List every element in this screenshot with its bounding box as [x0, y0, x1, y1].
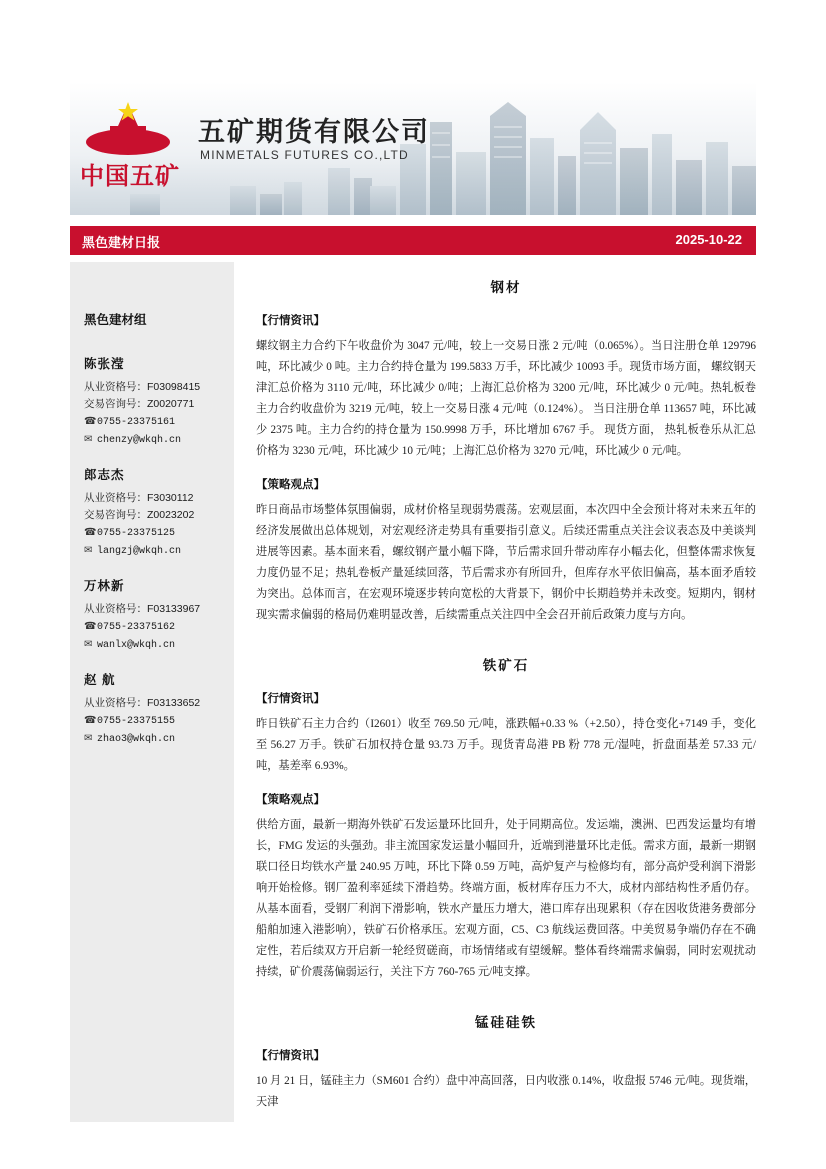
analyst-name: 陈张滢: [84, 357, 125, 371]
paragraph-text: 昨日商品市场整体氛围偏弱，成材价格呈现弱势震荡。宏观层面，本次四中全会预计将对未来五年的经济发展做出总体规划，对宏观经济走势具有重要指引意义。后续还需重点关注会议表态及中美谈判进展等因素。基本面来看，螺纹钢产量小幅下降，节后需求回升带动库存小幅去化，但整体需求恢复力度仍显不足；热轧卷板产量延续回落，节后需求亦有所回升，但库存水平依旧偏高，基本面矛盾较为突出。总体而言，在宏观环境逐步转向宽松的大背景下，钢价中长期趋势并未改变。短期内，钢材现实需求偏弱的格局仍难明显改善，后续需重点关注四中全会召开前后政策力度与方向。: [256, 504, 756, 621]
paragraph-text: 昨日铁矿石主力合约（I2601）收至 769.50 元/吨，涨跌幅+0.33 %（+2.50），持仓变化+7149 手，变化至 56.27 万手。铁矿石加权持仓量 93.73 万手。现货青岛港 PB 粉 778 元/湿吨，折盘面基差 57.33 元/吨，基差率 6.93%。: [256, 718, 756, 772]
analyst-card: [84, 354, 234, 449]
subsection-heading: 【行情资讯】: [256, 1050, 325, 1062]
paragraph-text: 螺纹钢主力合约下午收盘价为 3047 元/吨，较上一交易日涨 2 元/吨（0.065%）。当日注册仓单 129796 吨，环比减少 0 吨。主力合约持仓量为 199.5833 万手，环比减少 10093 手。现货市场方面， 螺纹钢天津汇总价格为 3110 元/吨，环比减少 0/吨；上海汇总价格为 3200 元/吨，环比减少 0 元/吨。热轧板卷主力合约收盘价为 3219 元/吨，较上一交易日涨 4 元/吨（0.124%）。 当日注册仓单 113657 吨，环比减少 2375 吨。主力合约的持仓量为 150.9998 万手，环比增加 6767 手。 现货方面， 热轧板卷乐从汇总价格为 3230 元/吨，环比减少 10 元/吨；上海汇总价格为 3270 元/吨，环比减少 0 元/吨。: [256, 340, 756, 457]
analyst-email[interactable]: langzj@wkqh.cn: [97, 546, 182, 557]
analyst-phone-row: [84, 524, 234, 542]
report-date: 2025-10-22: [675, 232, 742, 247]
analyst-email[interactable]: chenzy@wkqh.cn: [97, 435, 182, 446]
report-title-bar: [70, 226, 756, 255]
analyst-name: 赵 航: [84, 673, 116, 687]
logo-chinese-text: 中国五矿: [80, 164, 180, 190]
analyst-email-row: [84, 431, 234, 449]
analyst-qualification: 从业资格号：F3030112: [84, 492, 194, 504]
analyst-phone: 0755-23375162: [97, 622, 176, 633]
sidebar-group-title: 黑色建材组: [84, 313, 147, 327]
section-title-silicomanganese: 锰硅硅铁: [475, 1015, 537, 1030]
section-title-iron-ore: 铁矿石: [482, 658, 530, 673]
report-title: 黑色建材日报: [82, 235, 161, 250]
document-body: [70, 262, 756, 1122]
header-banner: [70, 82, 756, 215]
analyst-phone: 0755-23375155: [97, 716, 176, 727]
phone-icon: ☎: [84, 527, 97, 538]
analyst-sidebar: [70, 262, 234, 1122]
analyst-name: 万林新: [84, 579, 125, 593]
analyst-qualification: 从业资格号：F03098415: [84, 381, 201, 393]
analyst-consulting-number: 交易咨询号：Z0020771: [84, 398, 195, 410]
analyst-card: [84, 465, 234, 560]
subsection-heading: 【策略观点】: [256, 479, 325, 491]
analyst-qualification: 从业资格号：F03133967: [84, 603, 201, 615]
company-name-en: MINMETALS FUTURES CO.,LTD: [200, 148, 409, 162]
analyst-email-row: [84, 636, 234, 654]
report-content: [256, 262, 756, 1122]
analyst-card: [84, 576, 234, 654]
analyst-phone-row: [84, 712, 234, 730]
email-icon: ✉: [84, 545, 93, 556]
company-name-cn: 五矿期货有限公司: [198, 117, 430, 147]
analyst-email-row: [84, 542, 234, 560]
minmetals-emblem-icon: [80, 100, 176, 160]
analyst-phone: 0755-23375125: [97, 528, 176, 539]
analyst-qualification: 从业资格号：F03133652: [84, 697, 201, 709]
phone-icon: ☎: [84, 621, 97, 632]
analyst-email[interactable]: zhao3@wkqh.cn: [97, 734, 176, 745]
email-icon: ✉: [84, 434, 93, 445]
analyst-phone-row: [84, 618, 234, 636]
paragraph-text: 供给方面，最新一期海外铁矿石发运量环比回升，处于同期高位。发运端，澳洲、巴西发运量均有增长，FMG 发运的头强劲。非主流国家发运量小幅回升，近端到港量环比走低。需求方面，最新一期钢联口径日均铁水产量 240.95 万吨，环比下降 0.59 万吨，高炉复产与检修均有，部分高炉受利润下滑影响开始检修。钢厂盈利率延续下滑趋势。终端方面，板材库存压力不大，成材内部结构性矛盾仍存。从基本面看，受钢厂利润下滑影响，铁水产量压力增大，港口库存出现累积（存在因收货港务费部分船舶加速入港影响），铁矿石价格承压。宏观方面，C5、C3 航线运费回落。中美贸易争端仍存在不确定性，若后续双方开启新一轮经贸磋商，市场情绪或有望缓解。整体看终端需求偏弱，同时宏观扰动持续，矿价震荡偏弱运行，关注下方 760-765 元/吨支撑。: [256, 819, 756, 978]
phone-icon: ☎: [84, 416, 97, 427]
email-icon: ✉: [84, 639, 93, 650]
subsection-heading: 【策略观点】: [256, 794, 325, 806]
analyst-email-row: [84, 730, 234, 748]
analyst-consulting-number: 交易咨询号：Z0023202: [84, 509, 195, 521]
analyst-phone: 0755-23375161: [97, 417, 176, 428]
email-icon: ✉: [84, 733, 93, 744]
analyst-card: [84, 670, 234, 748]
subsection-heading: 【行情资讯】: [256, 693, 325, 705]
analyst-name: 郎志杰: [84, 468, 125, 482]
phone-icon: ☎: [84, 715, 97, 726]
paragraph-text: 10 月 21 日，锰硅主力（SM601 合约）盘中冲高回落，日内收涨 0.14%，收盘报 5746 元/吨。现货端，天津: [256, 1075, 756, 1108]
subsection-heading: 【行情资讯】: [256, 315, 325, 327]
section-title-steel: 钢材: [490, 280, 522, 295]
analyst-phone-row: [84, 413, 234, 431]
company-logo: [80, 100, 500, 200]
analyst-email[interactable]: wanlx@wkqh.cn: [97, 640, 176, 651]
